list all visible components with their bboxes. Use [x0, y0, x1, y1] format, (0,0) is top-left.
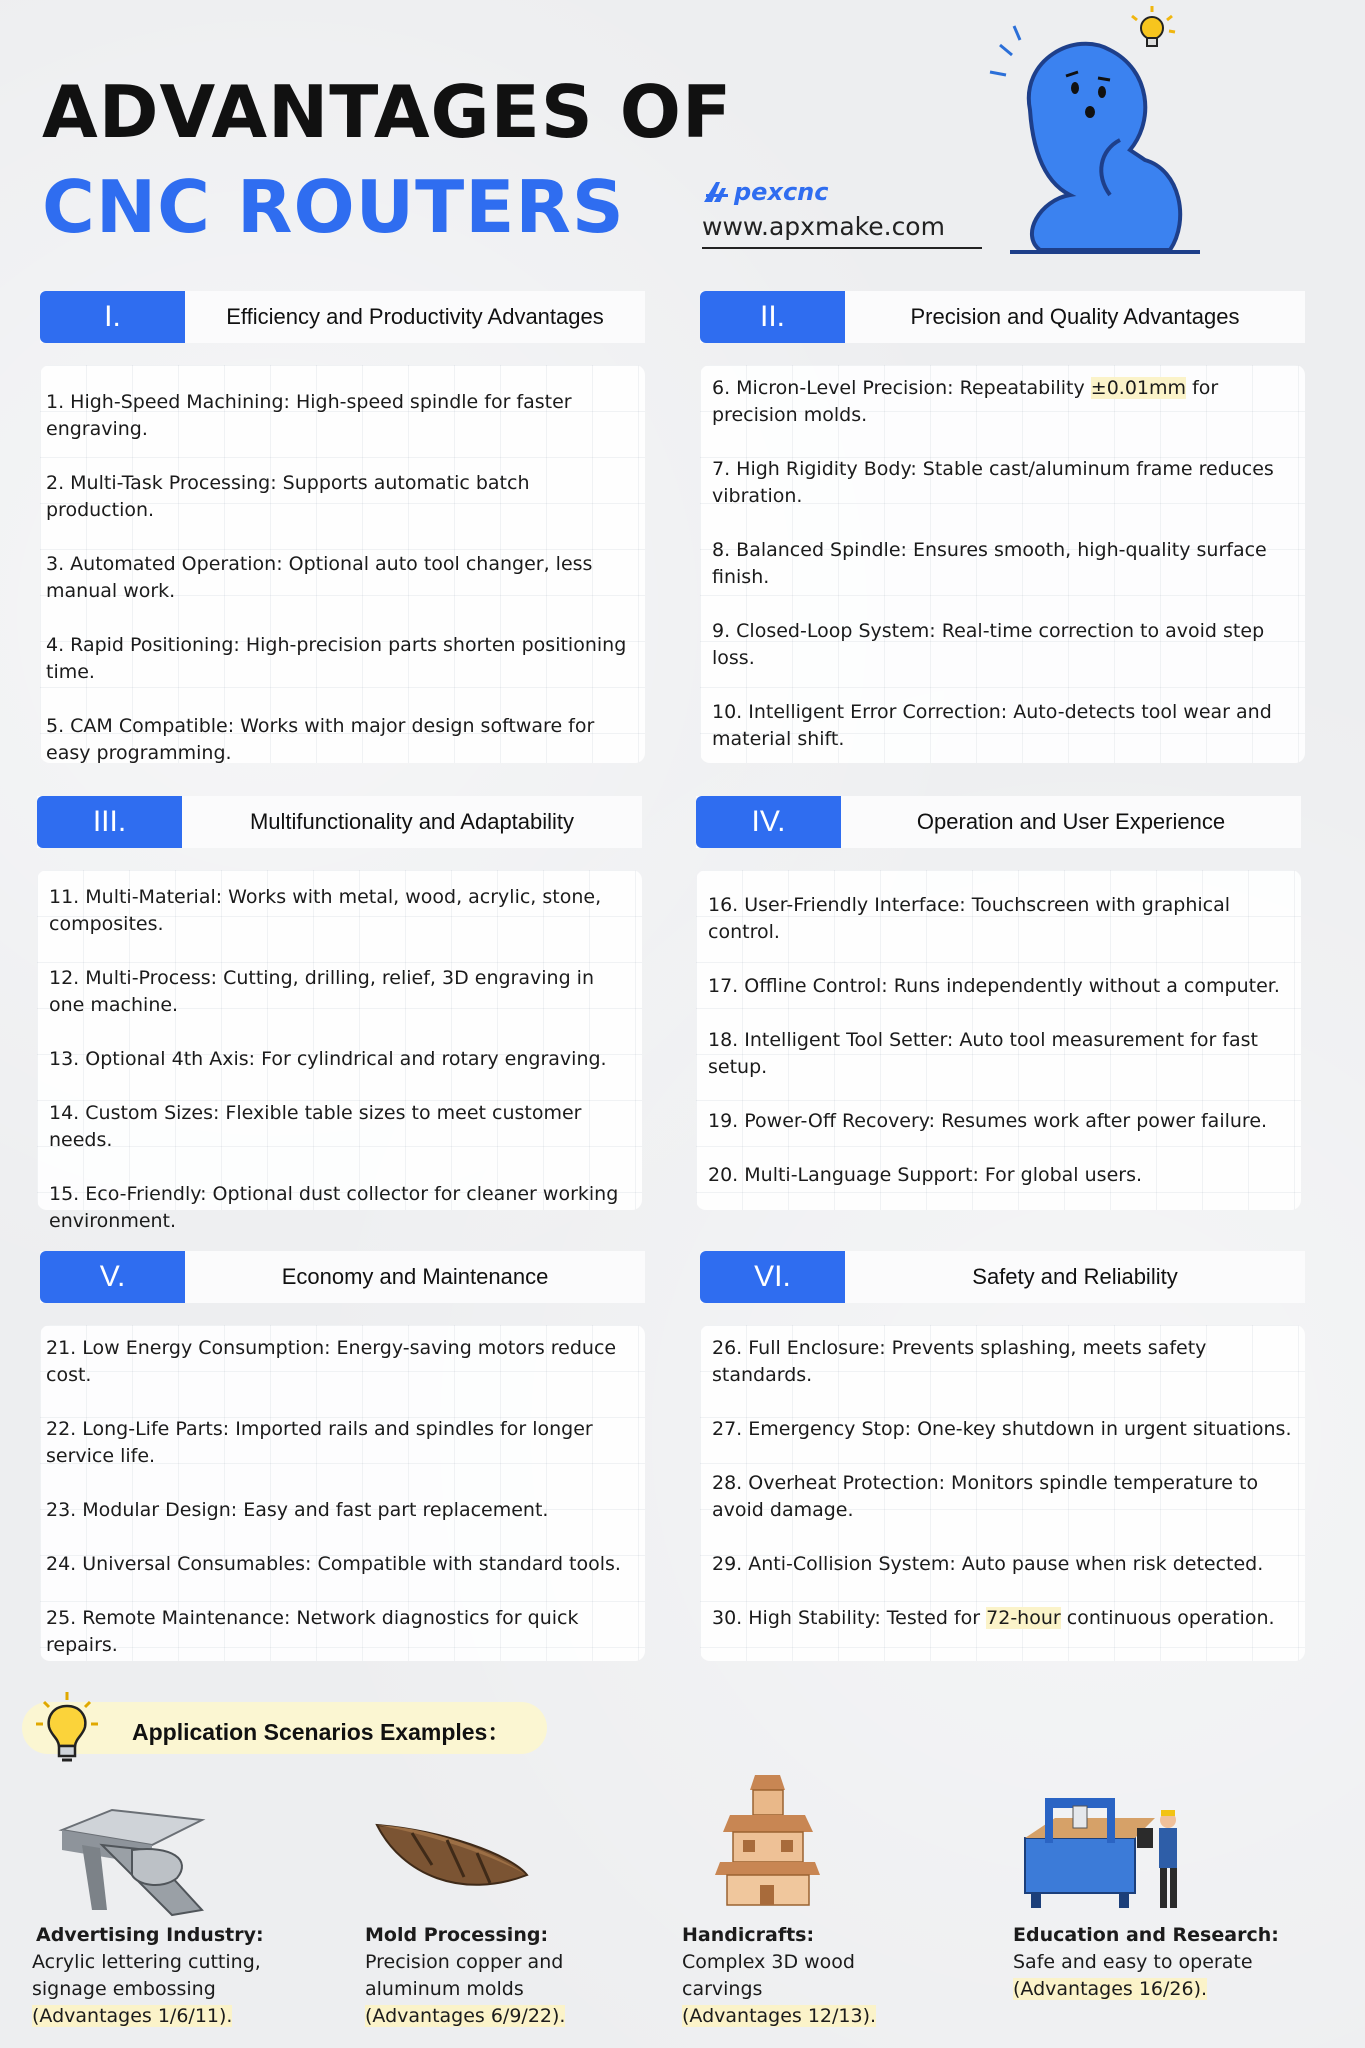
list-item: 11. Multi-Material: Works with metal, wood, acrylic, stone, composites. — [49, 886, 602, 935]
section-header — [40, 1251, 645, 1303]
section-title: Multifunctionality and Adaptability — [249, 809, 575, 834]
section-title: Operation and User Experience — [916, 809, 1226, 834]
lightbulb-icon — [1132, 6, 1175, 46]
section-body — [40, 365, 645, 763]
logo-mark-icon — [702, 180, 732, 204]
list-item: 13. Optional 4th Axis: For cylindrical and rotary engraving. — [49, 1048, 607, 1070]
section-number: III. — [37, 796, 182, 848]
application-handicrafts — [682, 1922, 922, 2030]
list-item: 1. High-Speed Machining: High-speed spindle for faster engraving. — [46, 391, 572, 440]
wooden-house-icon — [705, 1770, 825, 1910]
wooden-boat-icon — [372, 1795, 532, 1905]
section-number: V. — [40, 1251, 185, 1303]
section-number: I. — [40, 291, 185, 343]
website-url: www.apxmake.com — [702, 212, 982, 249]
applications-title: Application Scenarios Examples： — [132, 1719, 511, 1745]
list-item: 3. Automated Operation: Optional auto tool changer, less manual work. — [46, 553, 593, 602]
section-body — [40, 1325, 645, 1661]
application-desc: Safe and easy to operate — [1013, 1951, 1253, 1973]
section-body — [700, 1325, 1305, 1661]
list-item: 26. Full Enclosure: Prevents splashing, meets safety standards. — [712, 1337, 1207, 1386]
list-item: 5. CAM Compatible: Works with major design software for easy programming. — [46, 715, 595, 764]
section-header — [37, 796, 642, 848]
list-item: 24. Universal Consumables: Compatible with standard tools. — [46, 1553, 621, 1575]
list-item: 10. Intelligent Error Correction: Auto-detects tool wear and material shift. — [712, 701, 1272, 750]
application-desc: Acrylic lettering cutting, signage embossing — [32, 1951, 261, 2000]
list-item: 12. Multi-Process: Cutting, drilling, relief, 3D engraving in one machine. — [49, 967, 594, 1016]
section-header — [40, 291, 645, 343]
section-body — [700, 365, 1305, 763]
list-item: 20. Multi-Language Support: For global users. — [708, 1164, 1143, 1186]
list-item: 16. User-Friendly Interface: Touchscreen with graphical control. — [708, 894, 1231, 943]
application-ref: (Advantages 12/13). — [682, 2005, 877, 2027]
section-header — [700, 291, 1305, 343]
apexcnc-logo — [702, 178, 828, 206]
list-item: 30. High Stability: Tested for 72-hour continuous operation. — [712, 1607, 1275, 1629]
list-item: 25. Remote Maintenance: Network diagnostics for quick repairs. — [46, 1607, 579, 1656]
highlight: 72-hour — [986, 1607, 1061, 1629]
cnc-machine-icon — [1015, 1788, 1190, 1913]
section-title: Economy and Maintenance — [281, 1264, 549, 1289]
logo-text: pexcnc — [734, 178, 829, 206]
list-item: 28. Overheat Protection: Monitors spindle temperature to avoid damage. — [712, 1472, 1259, 1521]
application-education — [1013, 1922, 1303, 2003]
thinking-mascot-icon — [980, 0, 1220, 270]
list-item: 18. Intelligent Tool Setter: Auto tool measurement for fast setup. — [708, 1029, 1258, 1078]
section-body — [37, 870, 642, 1232]
list-item: 4. Rapid Positioning: High-precision parts shorten positioning time. — [46, 634, 627, 683]
list-item: 21. Low Energy Consumption: Energy-saving motors reduce cost. — [46, 1337, 617, 1386]
application-ref: (Advantages 6/9/22). — [365, 2005, 566, 2027]
list-item: 15. Eco-Friendly: Optional dust collector for cleaner working environment. — [49, 1183, 619, 1232]
section-header — [700, 1251, 1305, 1303]
list-item: 2. Multi-Task Processing: Supports automatic batch production. — [46, 472, 530, 521]
application-desc: Precision copper and aluminum molds — [365, 1951, 564, 2000]
list-item: 23. Modular Design: Easy and fast part replacement. — [46, 1499, 549, 1521]
application-name: Education and Research: — [1013, 1924, 1279, 1946]
section-number: VI. — [700, 1251, 845, 1303]
list-item: 14. Custom Sizes: Flexible table sizes to meet customer needs. — [49, 1102, 582, 1151]
list-item: 9. Closed-Loop System: Real-time correction to avoid step loss. — [712, 620, 1265, 669]
list-item: 29. Anti-Collision System: Auto pause when risk detected. — [712, 1553, 1264, 1575]
list-item: 8. Balanced Spindle: Ensures smooth, high-quality surface finish. — [712, 539, 1267, 588]
list-item: 27. Emergency Stop: One-key shutdown in urgent situations. — [712, 1418, 1292, 1440]
highlight: ±0.01mm — [1090, 377, 1187, 399]
application-desc: Complex 3D wood carvings — [682, 1951, 855, 2000]
section-number: II. — [700, 291, 845, 343]
list-item: 22. Long-Life Parts: Imported rails and spindles for longer service life. — [46, 1418, 593, 1467]
list-item: 6. Micron-Level Precision: Repeatability ±0.01mm for precision molds. — [712, 377, 1219, 426]
application-ref: (Advantages 1/6/11). — [32, 2005, 233, 2027]
section-number: IV. — [696, 796, 841, 848]
page-title-line2: CNC ROUTERS — [42, 165, 625, 249]
application-mold — [365, 1922, 595, 2030]
application-ref: (Advantages 16/26). — [1013, 1978, 1208, 2000]
section-title: Safety and Reliability — [972, 1264, 1178, 1289]
application-name: Handicrafts: — [682, 1924, 815, 1946]
section-header — [696, 796, 1301, 848]
acrylic-letters-icon — [52, 1790, 212, 1920]
application-name: Advertising Industry: — [36, 1924, 264, 1946]
section-title: Precision and Quality Advantages — [910, 304, 1240, 329]
section-title: Efficiency and Productivity Advantages — [226, 304, 604, 329]
page-title-line1: ADVANTAGES OF — [42, 70, 733, 154]
application-name: Mold Processing: — [365, 1924, 549, 1946]
lightbulb-icon — [32, 1690, 102, 1764]
list-item: 7. High Rigidity Body: Stable cast/aluminum frame reduces vibration. — [712, 458, 1274, 507]
application-advertising — [32, 1922, 296, 2030]
list-item: 19. Power-Off Recovery: Resumes work after power failure. — [708, 1110, 1268, 1132]
section-body — [696, 870, 1301, 1210]
list-item: 17. Offline Control: Runs independently without a computer. — [708, 975, 1280, 997]
